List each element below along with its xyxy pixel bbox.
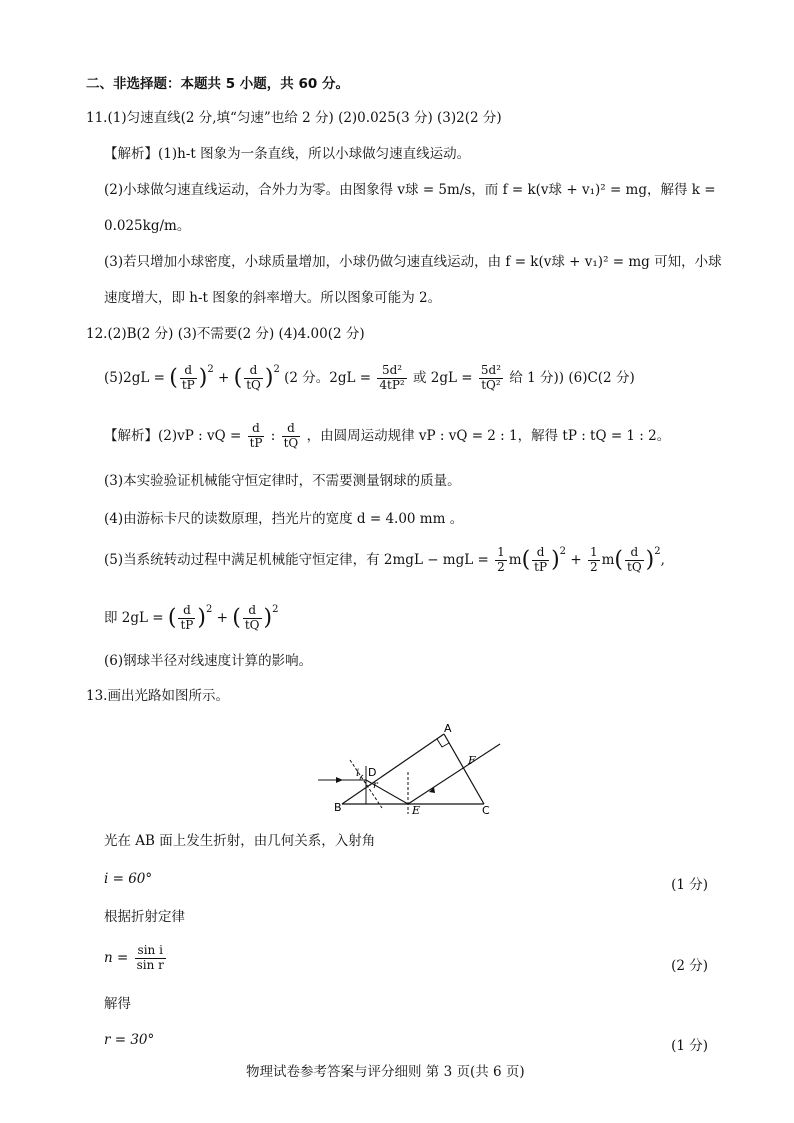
formula-text: (5)2gL = [104, 369, 165, 386]
fraction-d-tq-2: $\frac{d}{tQ}$ [283, 421, 299, 450]
fraction-5d2-tq2: $\frac{\text{5d²}}{\text{tQ²}}$ [480, 363, 502, 392]
q11-analysis-3: 0.025kg/m。 [104, 218, 191, 234]
q13-score-2: (2 分) [671, 958, 708, 974]
q13-line-6: r = 30° [104, 1032, 155, 1048]
q13-title: 13.画出光路如图所示。 [86, 688, 229, 704]
q11-answer: 11.(1)匀速直线(2 分,填“匀速”也给 2 分) (2)0.025(3 分) (3)2(2 分) [86, 110, 502, 126]
q12-answer: 12.(2)B(2 分) (3)不需要(2 分) (4)4.00(2 分) [86, 326, 365, 342]
q13-score-1: (1 分) [671, 877, 708, 893]
page-footer: 物理试卷参考答案与评分细则 第 3 页(共 6 页) [246, 1064, 525, 1080]
label-b: B [334, 801, 342, 814]
optics-diagram [316, 722, 526, 814]
q13-line-5: 解得 [104, 996, 131, 1012]
paren-open: ( [169, 365, 178, 391]
reflected-ray [408, 744, 500, 804]
q11-analysis-4: (3)若只增加小球密度，小球质量增加，小球仍做匀速直线运动，由 f = k(v球 + v₁)² = mg 可知，小球 [104, 254, 722, 270]
incident-arrow [336, 777, 343, 783]
q13-line-3: 根据折射定律 [104, 909, 185, 925]
q13-line-2: i = 60° [104, 871, 153, 887]
q13-line-1: 光在 AB 面上发生折射，由几何关系，入射角 [104, 833, 376, 849]
label-c: C [482, 804, 490, 814]
fraction-d-tp-2: $\frac{d}{tP}$ [249, 421, 263, 450]
q12-analysis-6: 即 2gL = ( $\frac{d}{tP}$ )$^2$ + ( $\frac{d}{tQ}$ )$^2$ [104, 603, 279, 632]
fraction-sini-sinr: $\frac{\text{sin i}}{\text{sin r}}$ [136, 943, 164, 972]
edge-ac [444, 734, 484, 804]
fraction-d-tq: $\frac{d}{tQ}$ [246, 363, 261, 392]
paren-close: ) [198, 365, 208, 391]
q12-analysis-7: (6)钢球半径对线速度计算的影响。 [104, 653, 313, 669]
label-e: E [412, 804, 421, 814]
q11-analysis-5: 速度增大，即 h-t 图象的斜率增大。所以图象可能为 2。 [104, 290, 442, 306]
fraction-5d2-4tp2: $\frac{\text{5d²}}{\text{4tP²}}$ [379, 363, 405, 392]
q11-analysis-2: (2)小球做匀速直线运动，合外力为零。由图象得 v球 = 5m/s，而 f = k(v球 + v₁)² = mg，解得 k = [104, 182, 716, 198]
q12-analysis-3: (3)本实验验证机械能守恒定律时，不需要测量钢球的质量。 [104, 473, 461, 489]
q13-score-3: (1 分) [671, 1038, 708, 1054]
label-d: D [368, 766, 377, 779]
label-r: r [373, 780, 378, 791]
label-f: F [468, 754, 476, 767]
label-i: i [356, 768, 360, 779]
q12-analysis-4: (4)由游标卡尺的读数原理，挡光片的宽度 d = 4.00 mm 。 [104, 511, 464, 527]
section-header: 二、非选择题：本题共 5 小题，共 60 分。 [86, 76, 349, 92]
q11-analysis-1: 【解析】(1)h-t 图象为一条直线，所以小球做匀速直线运动。 [104, 146, 471, 162]
q13-line-4: n = $\frac{\text{sin i}}{\text{sin r}}$ [104, 943, 164, 972]
q12-analysis-2: 【解析】(2)vP : vQ = $\frac{d}{tP}$ : $\frac{d}{tQ}$ ，由圆周运动规律 vP : vQ = 2 : 1，解得 tP : tQ = 1 : 2。 [104, 421, 671, 450]
label-a: A [444, 722, 452, 735]
q12-analysis-5: (5)当系统转动过程中满足机械能守恒定律，有 2mgL − mgL = $\frac{1}{2}$ m( $\frac{d}{tP}$ )$^2$ + $\frac{1}{2}$ m( $\frac{d}{tQ}$ )$^2$, [104, 545, 665, 574]
fraction-d-tp: $\frac{d}{tP}$ [181, 363, 195, 392]
q12-formula-5: (5)2gL = ( $\frac{d}{tP}$ )$^2$ + ( $\frac{d}{tQ}$ )$^2$ (2 分。2gL = $\frac{\text{5d²}}{\text{4tP²}}$ 或 2gL = $\frac{\text{5d²}}{\text{tQ²}}$ 给 1 分)) (6)C(2 分) [104, 363, 635, 392]
